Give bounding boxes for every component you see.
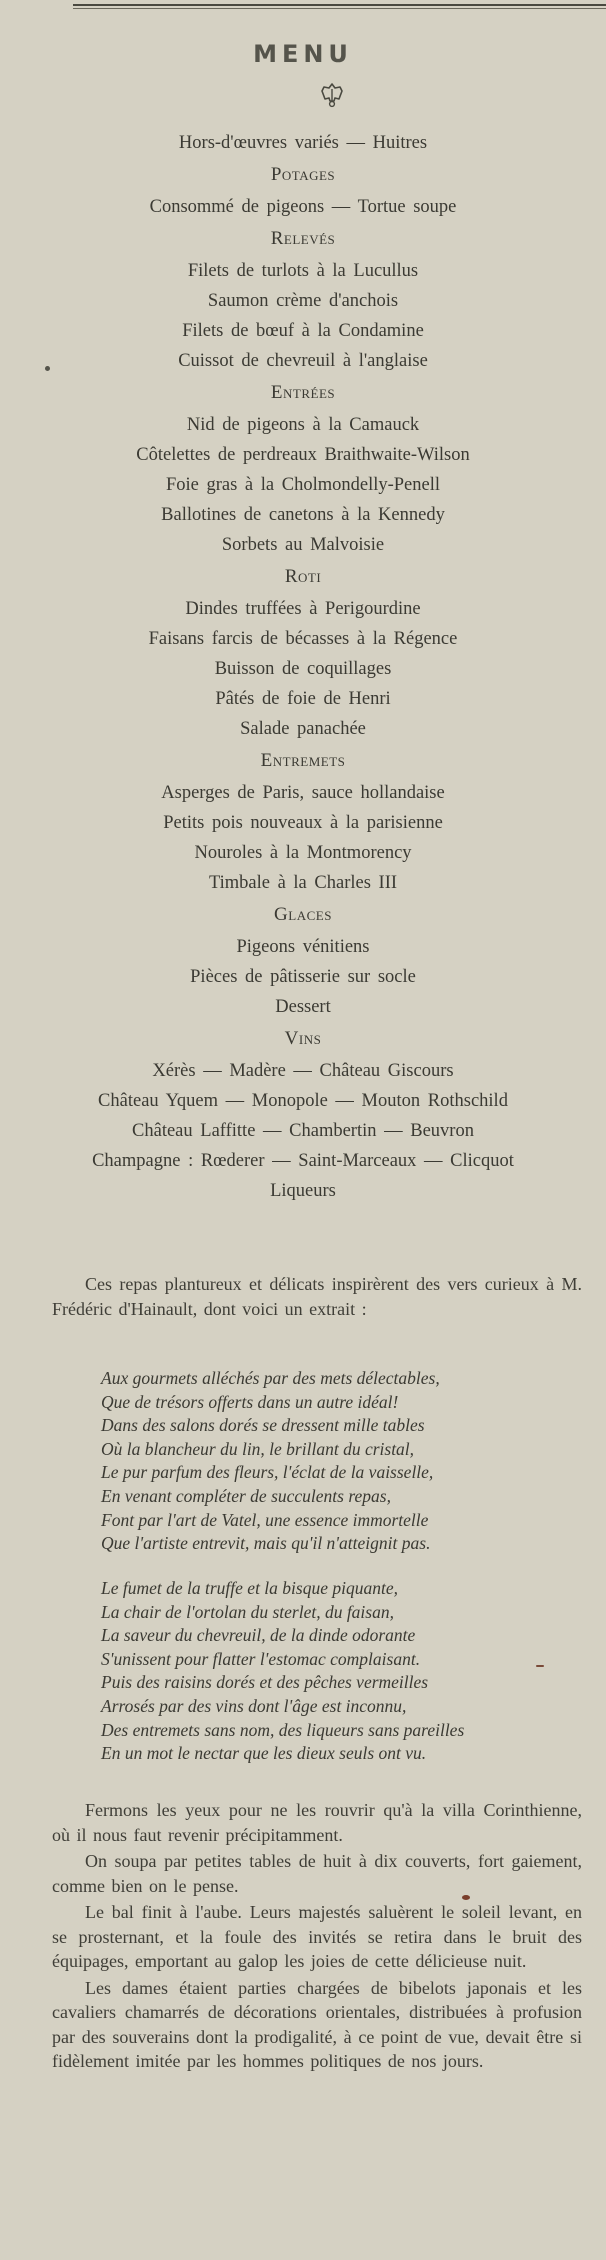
menu-item: Pièces de pâtisserie sur socle [190, 967, 416, 987]
menu-item: Hors-d'œuvres variés — Huitres [178, 133, 428, 153]
paragraph-text: Les dames étaient parties chargées de bibelots japonais et les cavaliers chamarrés de décorations orientales, distribuées à profusion par des souverains dont la prodigalité, à ce point de vue, devait être si fidèlement imitée par les hommes politiques de nos jours. [52, 1977, 582, 2071]
menu-item: Dindes truffées à Perigourdine [185, 599, 421, 619]
menu-item: Nid de pigeons à la Camauck [186, 415, 420, 435]
section-heading: Potages [270, 164, 336, 185]
menu-item: Sorbets au Malvoisie [221, 535, 385, 555]
poem-line: Aux gourmets alléchés par des mets délectables, [101, 1368, 440, 1388]
section-heading: Entremets [260, 750, 346, 771]
section-heading: Roti [284, 566, 322, 587]
menu-item: Xérès — Madère — Château Giscours [152, 1061, 454, 1081]
menu-item: Buisson de coquillages [214, 659, 392, 679]
menu-item: Liqueurs [270, 1181, 336, 1201]
menu-item: Château Yquem — Monopole — Mouton Rothschild [98, 1091, 508, 1111]
menu-list [0, 128, 606, 1206]
menu-item: Côtelettes de perdreaux Braithwaite-Wilson [136, 445, 470, 465]
poem-line: La saveur du chevreuil, de la dinde odorante [101, 1625, 416, 1646]
menu-section-releves [0, 222, 606, 376]
menu-section-roti [0, 560, 606, 744]
menu-item: Pigeons vénitiens [236, 937, 370, 957]
paragraph-text: Ces repas plantureux et délicats inspirèrent des vers curieux à M. Frédéric d'Hainault, dont voici un extrait : [52, 1274, 582, 1319]
menu-section-entrees [0, 376, 606, 560]
menu-item: Filets de turlots à la Lucullus [187, 261, 419, 281]
menu-item: Petits pois nouveaux à la parisienne [163, 813, 443, 833]
poem-line: Des entremets sans nom, des liqueurs sans pareilles [101, 1719, 465, 1740]
menu-title: MENU [253, 40, 353, 68]
intro-paragraph [52, 1272, 582, 1321]
paragraph-text: Le bal finit à l'aube. Leurs majestés saluèrent le soleil levant, en se prosternant, et la foule des invités se retira dans le bruit des équipages, emportant au galop les joies de cette délicieuse nuit. [52, 1902, 582, 1971]
poem-stanza-2 [101, 1577, 464, 1766]
poem-line: Le pur parfum des fleurs, l'éclat de la vaisselle, [101, 1462, 434, 1483]
menu-section-entremets [0, 744, 606, 898]
poem-line: Dans des salons dorés se dressent mille tables [101, 1415, 425, 1436]
menu-item: Nouroles à la Montmorency [194, 843, 412, 863]
poem-line: Où la blancheur du lin, le brillant du cristal, [101, 1438, 415, 1459]
menu-item: Champagne : Rœderer — Saint-Marceaux — Clicquot [92, 1151, 514, 1171]
menu-section-vins [0, 1022, 606, 1206]
closing-text [52, 1798, 582, 2076]
paragraph-text: On soupa par petites tables de huit à dix couverts, fort gaiement, comme bien on le pense. [52, 1851, 582, 1896]
poem-line: En venant compléter de succulents repas, [101, 1485, 391, 1506]
top-rule [73, 4, 606, 9]
menu-item: Faisans farcis de bécasses à la Régence [148, 629, 458, 649]
fleuron-bell-ornament-icon [320, 82, 344, 108]
section-heading: Glaces [274, 904, 332, 925]
poem-line: La chair de l'ortolan du sterlet, du faisan, [101, 1601, 394, 1622]
section-heading: Entrées [270, 382, 336, 403]
menu-item: Asperges de Paris, sauce hollandaise [161, 783, 445, 803]
menu-section-potages [0, 158, 606, 222]
menu-item: Château Laffitte — Chambertin — Beuvron [132, 1121, 474, 1141]
paper-blemish [462, 1895, 470, 1900]
poem-line: S'unissent pour flatter l'estomac complaisant. [101, 1648, 421, 1669]
paper-blemish [45, 366, 50, 371]
menu-item: Timbale à la Charles III [208, 873, 398, 893]
menu-item: Pâtés de foie de Henri [215, 689, 391, 709]
poem-line: Puis des raisins dorés et des pêches vermeilles [101, 1672, 429, 1693]
menu-item: Consommé de pigeons — Tortue soupe [149, 197, 457, 217]
poem-line: Que l'artiste entrevit, mais qu'il n'atteignit pas. [101, 1533, 431, 1554]
poem-line: Que de trésors offerts dans un autre idéal! [101, 1391, 399, 1412]
menu-item: Ballotines de canetons à la Kennedy [161, 505, 445, 525]
menu-item: Dessert [275, 997, 331, 1017]
menu-item: Cuissot de chevreuil à l'anglaise [178, 351, 428, 371]
section-heading: Vins [284, 1028, 322, 1049]
poem-line: En un mot le nectar que les dieux seuls ont vu. [101, 1743, 427, 1764]
poem-line: Font par l'art de Vatel, une essence immortelle [101, 1509, 429, 1530]
poem-line: Le fumet de la truffe et la bisque piquante, [101, 1578, 398, 1598]
menu-item: Foie gras à la Cholmondelly-Penell [165, 475, 441, 495]
menu-item: Filets de bœuf à la Condamine [182, 321, 424, 341]
menu-section-glaces [0, 898, 606, 1022]
poem-line: Arrosés par des vins dont l'âge est inconnu, [101, 1695, 407, 1716]
menu-section-hors-doeuvres [0, 128, 606, 158]
paper-blemish [536, 1665, 544, 1667]
menu-item: Salade panachée [240, 719, 366, 739]
poem-stanza-1 [101, 1367, 440, 1556]
section-heading: Relevés [270, 228, 336, 249]
menu-item: Saumon crème d'anchois [207, 291, 399, 311]
paragraph-text: Fermons les yeux pour ne les rouvrir qu'à la villa Corinthienne, où il nous faut revenir précipitamment. [52, 1800, 582, 1845]
